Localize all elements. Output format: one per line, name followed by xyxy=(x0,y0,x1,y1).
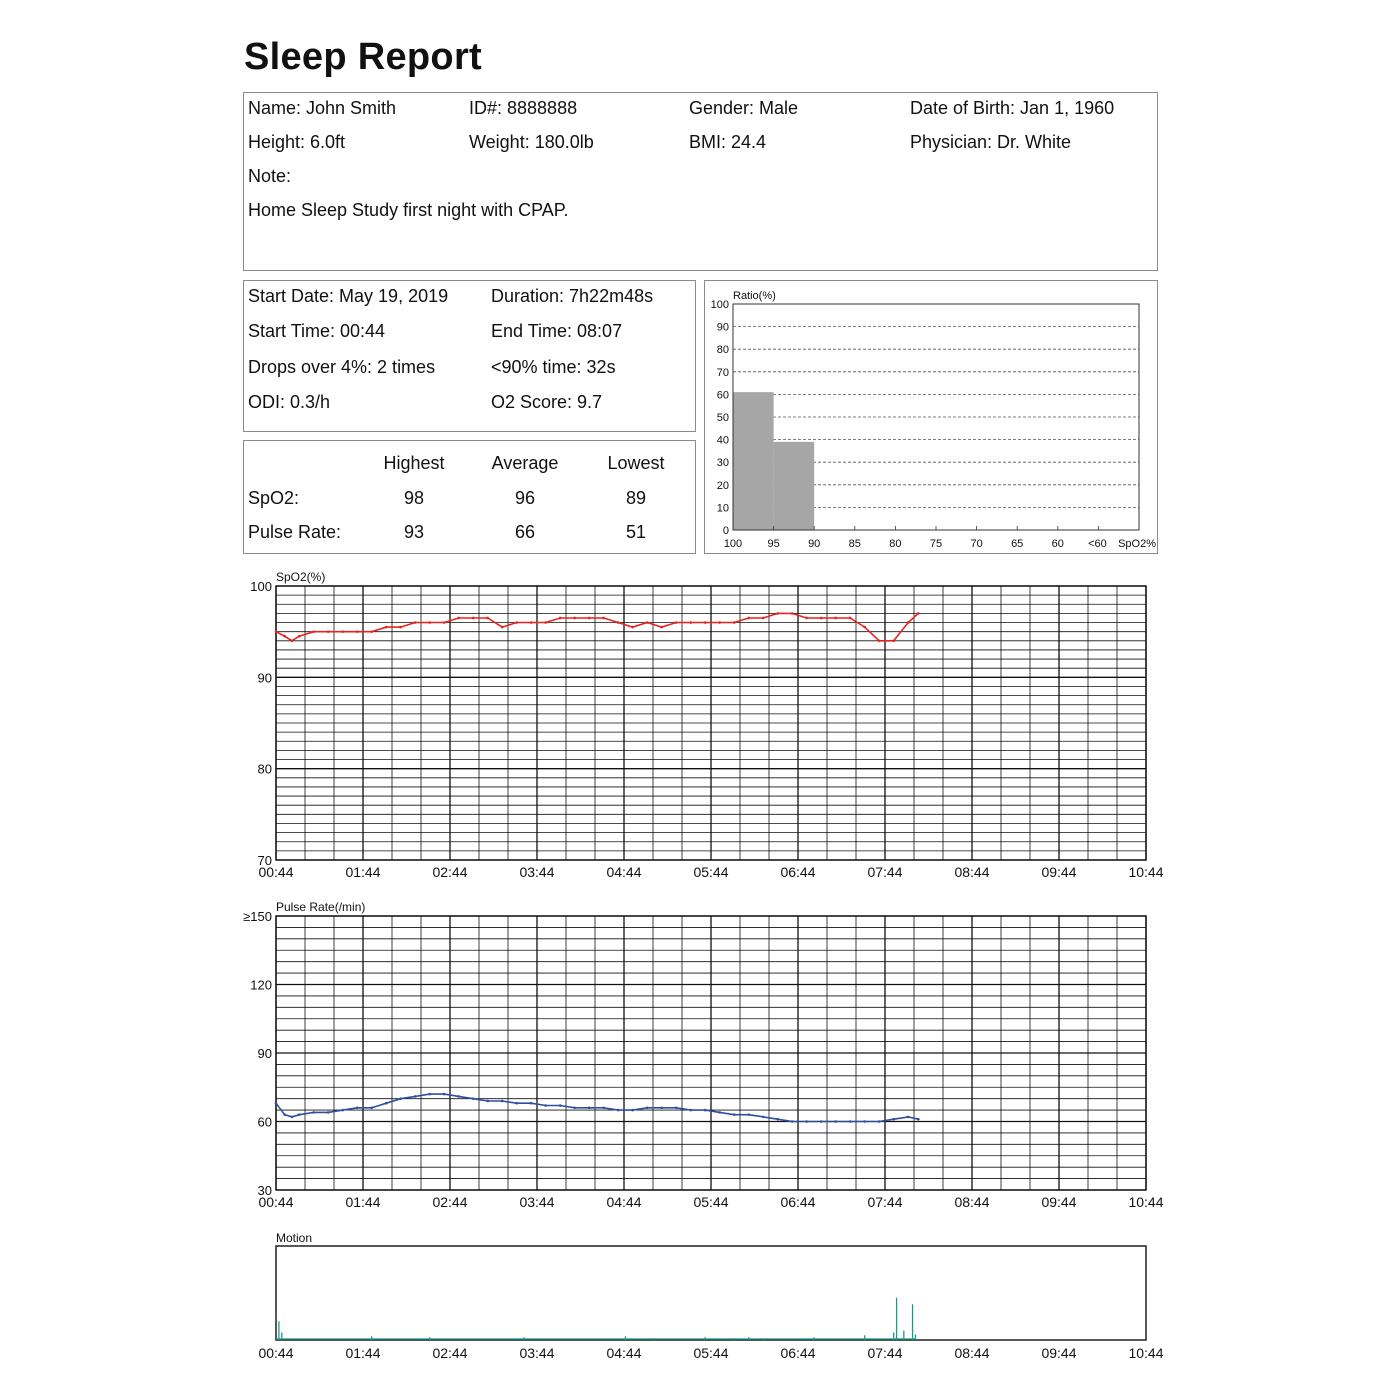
histogram-ytick-label: 100 xyxy=(710,299,729,311)
pulse-point xyxy=(820,1120,823,1123)
spo2-point xyxy=(472,617,475,620)
start-date: Start Date: May 19, 2019 xyxy=(248,286,449,306)
motion-ylabel: Motion xyxy=(276,1231,313,1245)
spo2-point xyxy=(689,621,692,624)
patient-bmi: BMI: 24.4 xyxy=(689,132,767,152)
spo2-point xyxy=(907,621,910,624)
histogram-ylabel: Ratio(%) xyxy=(733,290,776,302)
spo2-xtick-label: 05:44 xyxy=(693,864,729,880)
pulse-point xyxy=(631,1109,634,1112)
pulse-point xyxy=(834,1120,837,1123)
histogram-xtick-label: 90 xyxy=(808,538,821,550)
patient-gender: Gender: Male xyxy=(689,98,799,118)
histogram-ytick-label: 10 xyxy=(716,502,729,515)
pulse-point xyxy=(747,1113,750,1116)
spo2-point xyxy=(399,626,402,629)
pulse-point xyxy=(385,1102,388,1105)
spo2-point xyxy=(878,640,881,643)
spo2-point xyxy=(501,626,504,629)
spo2-point xyxy=(544,621,547,624)
pulse-point xyxy=(501,1100,504,1103)
histogram-ytick-label: 70 xyxy=(716,366,729,379)
histogram-xtick-label: 95 xyxy=(767,538,780,550)
pulse-point xyxy=(660,1107,663,1110)
spo2-ylabel: SpO2(%) xyxy=(276,570,326,584)
histogram-ytick-label: 20 xyxy=(716,479,729,492)
pulse-xtick-label: 05:44 xyxy=(693,1194,729,1210)
patient-dob: Date of Birth: Jan 1, 1960 xyxy=(910,98,1115,118)
spo2-point xyxy=(805,617,808,620)
pulse-xtick-label: 10:44 xyxy=(1128,1194,1164,1210)
motion-xtick-label: 01:44 xyxy=(345,1345,381,1361)
pulse-point xyxy=(907,1116,910,1119)
spo2-point xyxy=(275,630,278,633)
pulse-point xyxy=(617,1109,620,1112)
spo2-point xyxy=(776,612,779,615)
histogram-bar xyxy=(774,442,815,530)
spo2-point xyxy=(457,617,460,620)
below-90-time: <90% time: 32s xyxy=(491,357,616,377)
pulse-point xyxy=(776,1118,779,1121)
spo2-xtick-label: 08:44 xyxy=(954,864,990,880)
pulse-point xyxy=(791,1120,794,1123)
spo2-point xyxy=(291,640,294,643)
spo2-point xyxy=(602,617,605,620)
spo2-point xyxy=(791,612,794,615)
patient-name: Name: John Smith xyxy=(248,98,397,118)
motion-plot-frame xyxy=(276,1246,1146,1340)
spo2-lowest: 89 xyxy=(625,488,647,508)
col-header-average: Average xyxy=(491,453,559,473)
motion-xtick-label: 04:44 xyxy=(606,1345,642,1361)
pulse-point xyxy=(646,1107,649,1110)
pulse-point xyxy=(414,1095,417,1098)
pulse-ylabel: Pulse Rate(/min) xyxy=(276,900,366,914)
spo2-point xyxy=(917,612,920,615)
pulse-point xyxy=(602,1107,605,1110)
spo2-xtick-label: 10:44 xyxy=(1128,864,1164,880)
histogram-bar xyxy=(733,392,774,530)
pulse-point xyxy=(356,1107,359,1110)
spo2-point xyxy=(762,617,765,620)
motion-xtick-label: 02:44 xyxy=(432,1345,468,1361)
pulse-xtick-label: 03:44 xyxy=(519,1194,555,1210)
spo2-point xyxy=(617,621,620,624)
histogram-xtick-label: <60 xyxy=(1088,538,1107,550)
spo2-xtick-label: 00:44 xyxy=(258,864,294,880)
pulse-point xyxy=(298,1113,301,1116)
spo2-xtick-label: 06:44 xyxy=(780,864,816,880)
pulse-ytick-label: 60 xyxy=(257,1114,272,1130)
pulse-point xyxy=(849,1120,852,1123)
patient-id: ID#: 8888888 xyxy=(469,98,578,118)
histogram-xlabel: SpO2% xyxy=(1118,538,1156,550)
pulse-xtick-label: 06:44 xyxy=(780,1194,816,1210)
pulse-point xyxy=(878,1120,881,1123)
spo2-point xyxy=(660,626,663,629)
spo2-ytick-label: 80 xyxy=(257,761,272,777)
spo2-xtick-label: 09:44 xyxy=(1041,864,1077,880)
pulse-point xyxy=(733,1113,736,1116)
row-label-spo2: SpO2: xyxy=(248,488,300,508)
drops-over-4: Drops over 4%: 2 times xyxy=(248,357,436,377)
pulse-point xyxy=(486,1100,489,1103)
spo2-point xyxy=(733,621,736,624)
histogram-ytick-label: 90 xyxy=(716,321,729,334)
pulse-point xyxy=(399,1097,402,1100)
pulse-point xyxy=(283,1113,286,1116)
pulse-point xyxy=(312,1111,315,1114)
pulse-ytick-label: ≥150 xyxy=(243,909,272,924)
spo2-point xyxy=(820,617,823,620)
pulse-average: 66 xyxy=(514,522,536,542)
pulse-point xyxy=(291,1116,294,1119)
pulse-point xyxy=(457,1095,460,1098)
duration: Duration: 7h22m48s xyxy=(491,286,654,306)
spo2-xtick-label: 03:44 xyxy=(519,864,555,880)
motion-xtick-label: 08:44 xyxy=(954,1345,990,1361)
histogram-ytick-label: 40 xyxy=(716,434,729,447)
spo2-ytick-label: 100 xyxy=(250,579,272,594)
spo2-point xyxy=(283,635,286,638)
odi: ODI: 0.3/h xyxy=(248,392,331,412)
spo2-ytick-label: 70 xyxy=(257,853,272,868)
pulse-point xyxy=(559,1104,562,1107)
spo2-point xyxy=(298,635,301,638)
spo2-point xyxy=(646,621,649,624)
spo2-point xyxy=(573,617,576,620)
histogram-ytick-label: 50 xyxy=(716,412,729,424)
pulse-point xyxy=(530,1102,533,1105)
pulse-point xyxy=(704,1109,707,1112)
motion-xtick-label: 03:44 xyxy=(519,1345,555,1361)
spo2-point xyxy=(863,626,866,629)
patient-physician: Physician: Dr. White xyxy=(910,132,1072,152)
pulse-ytick-label: 30 xyxy=(257,1183,272,1198)
patient-height: Height: 6.0ft xyxy=(248,132,346,152)
spo2-point xyxy=(356,630,359,633)
histogram-xtick-label: 100 xyxy=(723,538,743,550)
pulse-point xyxy=(805,1120,808,1123)
pulse-point xyxy=(573,1107,576,1110)
spo2-point xyxy=(341,630,344,633)
col-header-lowest: Lowest xyxy=(607,453,665,473)
spo2-xtick-label: 07:44 xyxy=(867,864,903,880)
pulse-point xyxy=(515,1102,518,1105)
spo2-point xyxy=(704,621,707,624)
motion-xtick-label: 00:44 xyxy=(258,1345,294,1361)
pulse-xtick-label: 08:44 xyxy=(954,1194,990,1210)
pulse-point xyxy=(472,1097,475,1100)
pulse-xtick-label: 07:44 xyxy=(867,1194,903,1210)
spo2-point xyxy=(443,621,446,624)
spo2-point xyxy=(370,630,373,633)
histogram-xtick-label: 65 xyxy=(1011,538,1024,550)
pulse-point xyxy=(689,1109,692,1112)
o2-score: O2 Score: 9.7 xyxy=(491,392,603,412)
pulse-xtick-label: 02:44 xyxy=(432,1194,468,1210)
pulse-point xyxy=(275,1102,278,1105)
histogram-ytick-label: 80 xyxy=(716,344,729,357)
spo2-point xyxy=(892,640,895,643)
histogram-xtick-label: 85 xyxy=(848,538,861,550)
pulse-point xyxy=(863,1120,866,1123)
page-title: Sleep Report xyxy=(244,36,482,78)
spo2-point xyxy=(312,630,315,633)
end-time: End Time: 08:07 xyxy=(491,321,623,341)
pulse-point xyxy=(892,1118,895,1121)
histogram-xtick-label: 75 xyxy=(929,538,943,550)
pulse-xtick-label: 09:44 xyxy=(1041,1194,1077,1210)
spo2-point xyxy=(675,621,678,624)
spo2-point xyxy=(849,617,852,620)
spo2-average: 96 xyxy=(514,488,536,508)
pulse-ytick-label: 120 xyxy=(250,977,272,993)
pulse-lowest: 51 xyxy=(625,522,647,542)
pulse-ytick-label: 90 xyxy=(257,1046,272,1061)
row-label-pulse: Pulse Rate: xyxy=(248,522,342,542)
spo2-point xyxy=(385,626,388,629)
pulse-point xyxy=(370,1107,373,1110)
spo2-xtick-label: 04:44 xyxy=(606,864,642,880)
histogram-xtick-label: 80 xyxy=(889,538,902,550)
motion-xtick-label: 10:44 xyxy=(1128,1345,1164,1361)
col-header-highest: Highest xyxy=(383,453,445,473)
motion-xtick-label: 05:44 xyxy=(693,1345,729,1361)
histogram-ytick-label: 60 xyxy=(716,389,729,402)
pulse-xtick-label: 04:44 xyxy=(606,1194,642,1210)
spo2-xtick-label: 01:44 xyxy=(345,864,381,880)
histogram-xtick-label: 60 xyxy=(1051,538,1064,550)
pulse-point xyxy=(428,1093,431,1096)
pulse-point xyxy=(544,1104,547,1107)
spo2-highest: 98 xyxy=(403,488,425,508)
spo2-xtick-label: 02:44 xyxy=(432,864,468,880)
pulse-point xyxy=(917,1118,920,1121)
pulse-point xyxy=(327,1111,330,1114)
spo2-point xyxy=(747,617,750,620)
pulse-xtick-label: 00:44 xyxy=(258,1194,294,1210)
note-label: Note: xyxy=(248,166,292,186)
spo2-point xyxy=(327,630,330,633)
note-text: Home Sleep Study first night with CPAP. xyxy=(248,200,569,220)
pulse-point xyxy=(718,1111,721,1114)
spo2-point xyxy=(834,617,837,620)
pulse-point xyxy=(762,1116,765,1119)
pulse-point xyxy=(588,1107,591,1110)
pulse-xtick-label: 01:44 xyxy=(345,1194,381,1210)
histogram-xtick-label: 70 xyxy=(970,538,983,550)
spo2-point xyxy=(559,617,562,620)
spo2-point xyxy=(414,621,417,624)
spo2-point xyxy=(530,621,533,624)
pulse-point xyxy=(675,1107,678,1110)
pulse-point xyxy=(443,1093,446,1096)
start-time: Start Time: 00:44 xyxy=(248,321,386,341)
spo2-point xyxy=(428,621,431,624)
spo2-point xyxy=(486,617,489,620)
histogram-ytick-label: 30 xyxy=(716,457,729,470)
patient-weight: Weight: 180.0lb xyxy=(469,132,594,152)
motion-xtick-label: 07:44 xyxy=(867,1345,903,1361)
spo2-ytick-label: 90 xyxy=(257,670,272,686)
motion-xtick-label: 06:44 xyxy=(780,1345,816,1361)
spo2-point xyxy=(515,621,518,624)
spo2-point xyxy=(588,617,591,620)
spo2-point xyxy=(718,621,721,624)
pulse-point xyxy=(341,1109,344,1112)
motion-xtick-label: 09:44 xyxy=(1041,1345,1077,1361)
pulse-highest: 93 xyxy=(403,522,425,542)
histogram-ytick-label: 0 xyxy=(722,525,729,537)
spo2-point xyxy=(631,626,634,629)
